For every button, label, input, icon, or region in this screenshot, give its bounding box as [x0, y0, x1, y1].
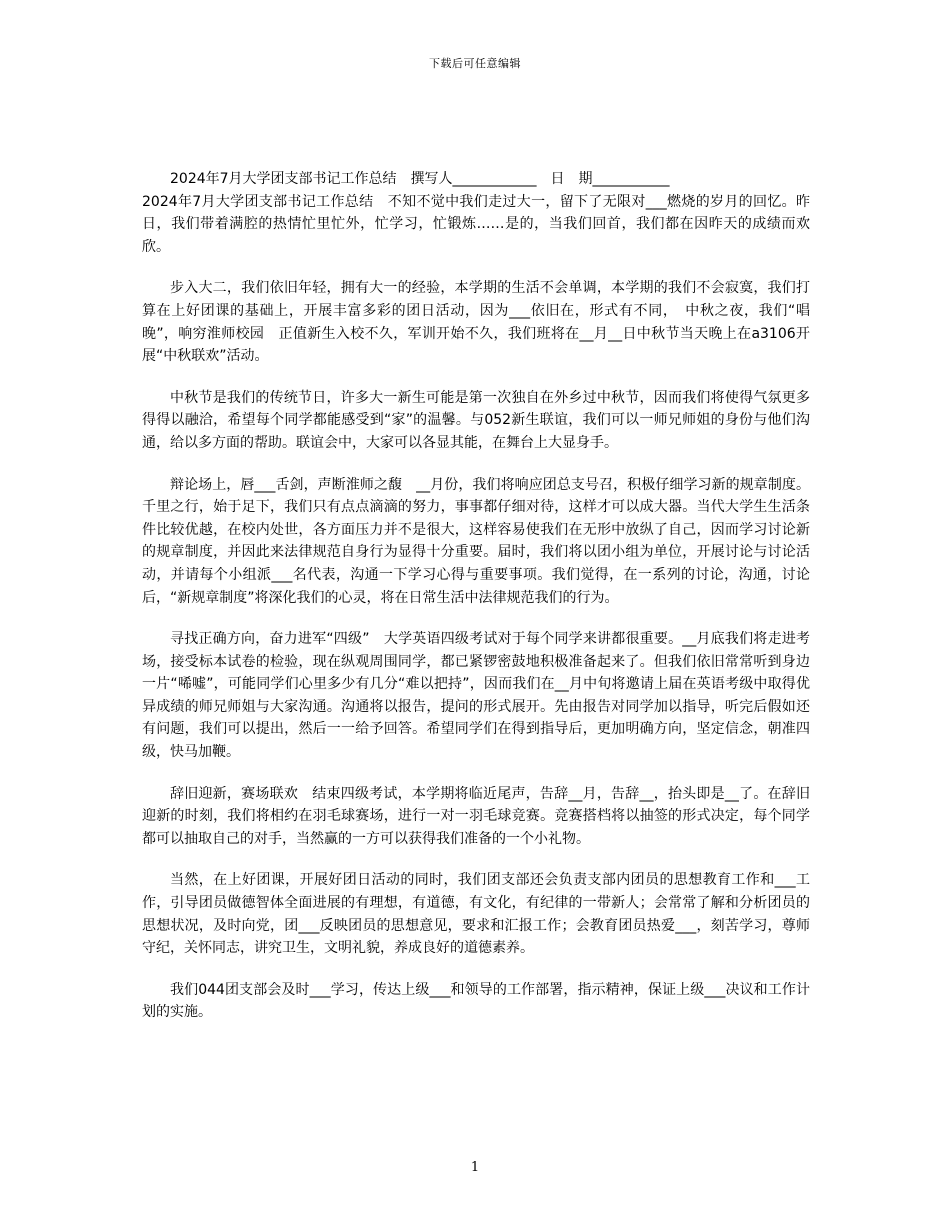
paragraph: 当然，在上好团课，开展好团日活动的同时，我们团支部还会负责支部内团员的思想教育工作和___工作，引导团员做德智体全面进展的有理想，有道德，有文化，有纪律的一带新人；会常常了解和分析团员的思想状况，及时向党，团___反映团员的思想意见，要求和汇报工作；会教育团员热爱___，刻苦学习，尊师守纪，关怀同志，讲究卫生，文明礼貌，养成良好的道德素养。 — [142, 872, 810, 957]
paragraph: 步入大二，我们依旧年轻，拥有大一的经验，本学期的生活不会单调，本学期的我们不会寂寞，我们打算在上好团课的基础上，开展丰富多彩的团日活动，因为___依旧在，形式有不同， 中秋之夜，我们“唱晚”，响穷淮师校园 正值新生入校不久，军训开始不久，我们班将在__月__日中秋节当天晚上在a3106开展“中秋联欢”活动。 — [142, 280, 810, 365]
paragraph: 寻找正确方向，奋力进军“四级” 大学英语四级考试对于每个同学来讲都很重要。__月底我们将走进考场，接受标本试卷的检验，现在纵观周围同学，都已紧锣密鼓地积极准备起来了。但我们依旧常常听到身边一片“唏嘘”，可能同学们心里多少有几分“难以把持”，因而我们在__月中旬将邀请上届在英语考级中取得优异成绩的师兄师姐与大家沟通。沟通将以报告，提问的形式展开。先由报告对同学加以指导，听完后假如还有问题，我们可以提出，然后一一给予回答。希望同学们在得到指导后，更加明确方向，坚定信念，朝准四级，快马加鞭。 — [142, 631, 810, 761]
paragraph: 辞旧迎新，赛场联欢 结束四级考试，本学期将临近尾声，告辞__月，告辞__，抬头即是__了。在辞旧迎新的时刻，我们将相约在羽毛球赛场，进行一对一羽毛球竞赛。竞赛搭档将以抽签的形式决定，每个同学都可以抽取自己的对手，当然赢的一方可以获得我们准备的一个小礼物。 — [142, 785, 810, 847]
title-line: 2024年7月大学团支部书记工作总结 撰写人____________ 日 期___________ — [170, 171, 670, 187]
paragraph: 辩论场上，唇___舌剑，声断淮师之馥 __月份，我们将响应团总支号召，积极仔细学习新的规章制度。千里之行，始于足下，我们只有点点滴滴的努力，事事都仔细对待，这样才可以成大器。当代大学生生活条件比较优越，在校内处世，各方面压力并不是很大，这样容易使我们在无形中放纵了自己，因而学习讨论新的规章制度，并因此来法律规范自身行为显得十分重要。届时，我们将以团小组为单位，开展讨论与讨论活动，并请每个小组派___名代表，沟通一下学习心得与重要事项。我们觉得，在一系列的讨论，沟通，讨论后，“新规章制度”将深化我们的心灵，将在日常生活中法律规范我们的行为。 — [142, 476, 810, 606]
paragraph: 我们044团支部会及时___学习，传达上级___和领导的工作部署，指示精神，保证上级___决议和工作计划的实施。 — [142, 981, 810, 1021]
document-body — [142, 168, 810, 1043]
paragraph: 中秋节是我们的传统节日，许多大一新生可能是第一次独自在外乡过中秋节，因而我们将使得气氛更多得得以融洽，希望每个同学都能感受到“家”的温馨。与052新生联谊，我们可以一师兄师姐的身份与他们沟通，给以多方面的帮助。联谊会中，大家可以各显其能，在舞台上大显身手。 — [142, 389, 810, 451]
page-header: 下载后可任意编辑 — [429, 57, 521, 70]
title-paragraph — [142, 168, 810, 258]
paragraph-text: 2024年7月大学团支部书记工作总结 不知不觉中我们走过大一，留下了无限对___燃烧的岁月的回忆。昨日，我们带着满腔的热情忙里忙外，忙学习，忙锻炼……是的，当我们回首，我们都在因昨天的成绩而欢欣。 — [142, 193, 810, 255]
page-number: 1 — [470, 1160, 480, 1175]
